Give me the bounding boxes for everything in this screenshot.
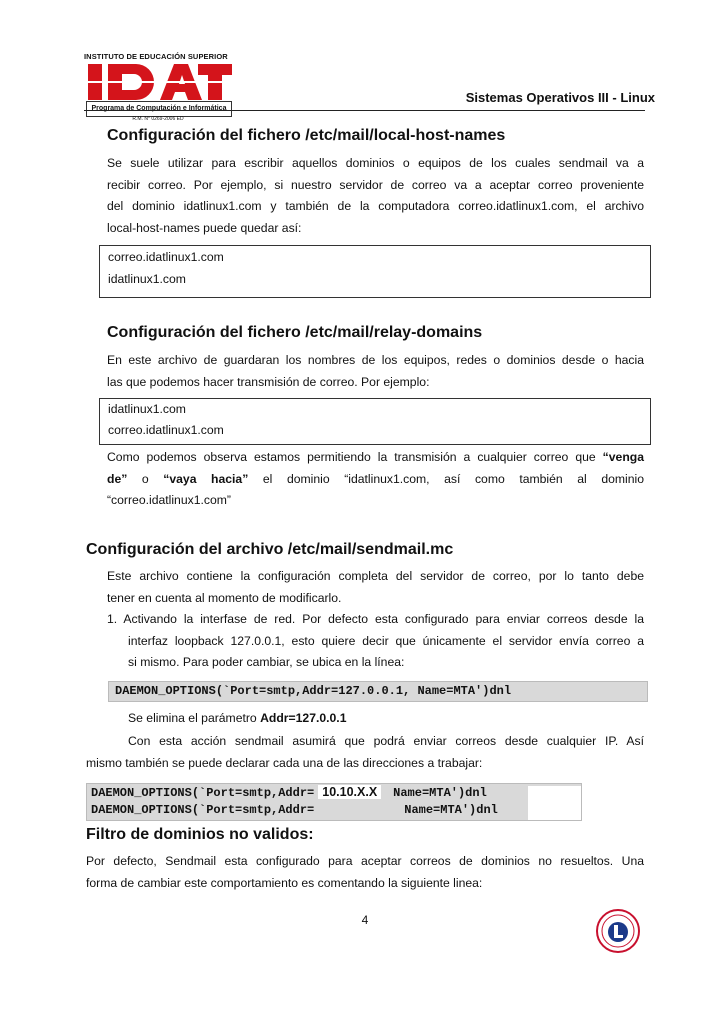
- code-whitebox: [528, 786, 581, 820]
- text-line: [107, 469, 644, 491]
- text-line: las que podemos hacer transmisión de correo. Por ejemplo:: [107, 374, 430, 389]
- ip-placeholder: 10.10.X.X: [318, 785, 381, 799]
- list-item-1: [107, 609, 644, 674]
- box-line: idatlinux1.com: [108, 402, 186, 416]
- code-line: [91, 784, 581, 802]
- paragraph-local-host-names: [107, 153, 644, 239]
- text-line: tener en cuenta al momento de modificarlo.: [107, 590, 342, 605]
- section-heading-local-host-names: Configuración del fichero /etc/mail/local-host-names: [107, 127, 506, 144]
- logo-wordmark: [84, 62, 232, 102]
- code-fragment: DAEMON_OPTIONS(`Port=smtp,Addr=: [91, 786, 315, 800]
- text-line: Este archivo contiene la configuración completa del servidor de correo, por lo tanto debe: [107, 569, 644, 583]
- bold-fragment: “venga: [602, 450, 644, 464]
- seal-logo-icon: [595, 908, 641, 954]
- paragraph-action: [86, 731, 644, 774]
- code-line: [91, 802, 581, 819]
- text-line: recibir correo. Por ejemplo, si nuestro servidor de correo va a aceptar correo proveniente: [107, 177, 644, 192]
- box-line: correo.idatlinux1.com: [108, 423, 224, 437]
- code-daemon-options-modified: [86, 783, 582, 821]
- header-title: Sistemas Operativos III - Linux: [465, 90, 655, 105]
- section-heading-sendmail-mc: Configuración del archivo /etc/mail/sendmail.mc: [86, 541, 454, 558]
- text-fragment: el dominio “idatlinux1.com, así como también al dominio: [248, 471, 644, 486]
- box-line: correo.idatlinux1.com: [108, 250, 224, 264]
- text-line: En este archivo de guardaran los nombres de los equipos, redes o dominios desde o hacia: [107, 353, 644, 367]
- code-fragment: DAEMON_OPTIONS(`Port=smtp,Addr=: [91, 803, 315, 817]
- code-fragment: Name=MTA')dnl: [404, 803, 498, 817]
- paragraph-sendmail-mc: [107, 566, 644, 609]
- paragraph-relay-explanation: [107, 447, 644, 512]
- logo-program-text: Programa de Computación e Informática: [86, 101, 232, 117]
- bold-fragment: de”: [107, 471, 128, 486]
- text-line: del dominio idatlinux1.com y también de la computadora correo.idatlinux1.com, el archivo: [107, 199, 644, 214]
- code-fragment: Name=MTA')dnl: [393, 786, 487, 800]
- text-line: mismo también se puede declarar cada una de las direcciones a trabajar:: [86, 755, 483, 770]
- text-fragment: Se elimina el parámetro: [128, 711, 261, 725]
- code-daemon-options-original: DAEMON_OPTIONS(`Port=smtp,Addr=127.0.0.1, Name=MTA')dnl: [108, 681, 648, 702]
- local-host-names-box: [99, 245, 651, 298]
- text-line: “correo.idatlinux1.com”: [107, 493, 231, 508]
- logo-rm-text: R.M. N° 0269-2006 ED: [132, 116, 184, 122]
- header-divider: [84, 110, 645, 111]
- text-line: forma de cambiar este comportamiento es comentando la siguiente linea:: [86, 875, 483, 890]
- section-heading-relay-domains: Configuración del fichero /etc/mail/relay-domains: [107, 324, 483, 341]
- text-line: [107, 447, 644, 469]
- text-line: Por defecto, Sendmail esta configurado para aceptar correos de dominios no resueltos. Una: [86, 854, 644, 868]
- paragraph-filtro-dominios: [86, 851, 644, 894]
- page-number: 4: [361, 913, 369, 927]
- text-line: si mismo. Para poder cambiar, se ubica en la línea:: [128, 655, 405, 670]
- logo-institute-text: INSTITUTO DE EDUCACIÓN SUPERIOR: [84, 52, 228, 61]
- bold-fragment: “vaya hacia”: [163, 471, 249, 486]
- text-fragment: Como podemos observa estamos permitiendo la transmisión a cualquier correo que: [107, 450, 603, 464]
- text-line: interfaz loopback 127.0.0.1, esto quiere decir que únicamente el servidor envía correo a: [128, 633, 644, 648]
- bold-fragment: Addr=127.0.0.1: [260, 711, 347, 725]
- section-heading-filtro-dominios: Filtro de dominios no validos:: [86, 826, 314, 843]
- text-line: local-host-names puede quedar así:: [107, 220, 302, 235]
- relay-domains-box: [99, 398, 651, 445]
- text-line: Con esta acción sendmail asumirá que podrá enviar correos desde cualquier IP. Así: [128, 734, 644, 748]
- text-line: 1. Activando la interfase de red. Por defecto esta configurado para enviar correos desde la: [107, 612, 644, 626]
- text-line: Se suele utilizar para escribir aquellos dominios o equipos de los cuales sendmail va a: [107, 156, 644, 170]
- text-fragment: o: [127, 471, 164, 486]
- remove-param-text: [128, 708, 648, 730]
- paragraph-relay-domains: [107, 350, 644, 393]
- idat-logo: [84, 52, 232, 124]
- box-line: idatlinux1.com: [108, 272, 186, 286]
